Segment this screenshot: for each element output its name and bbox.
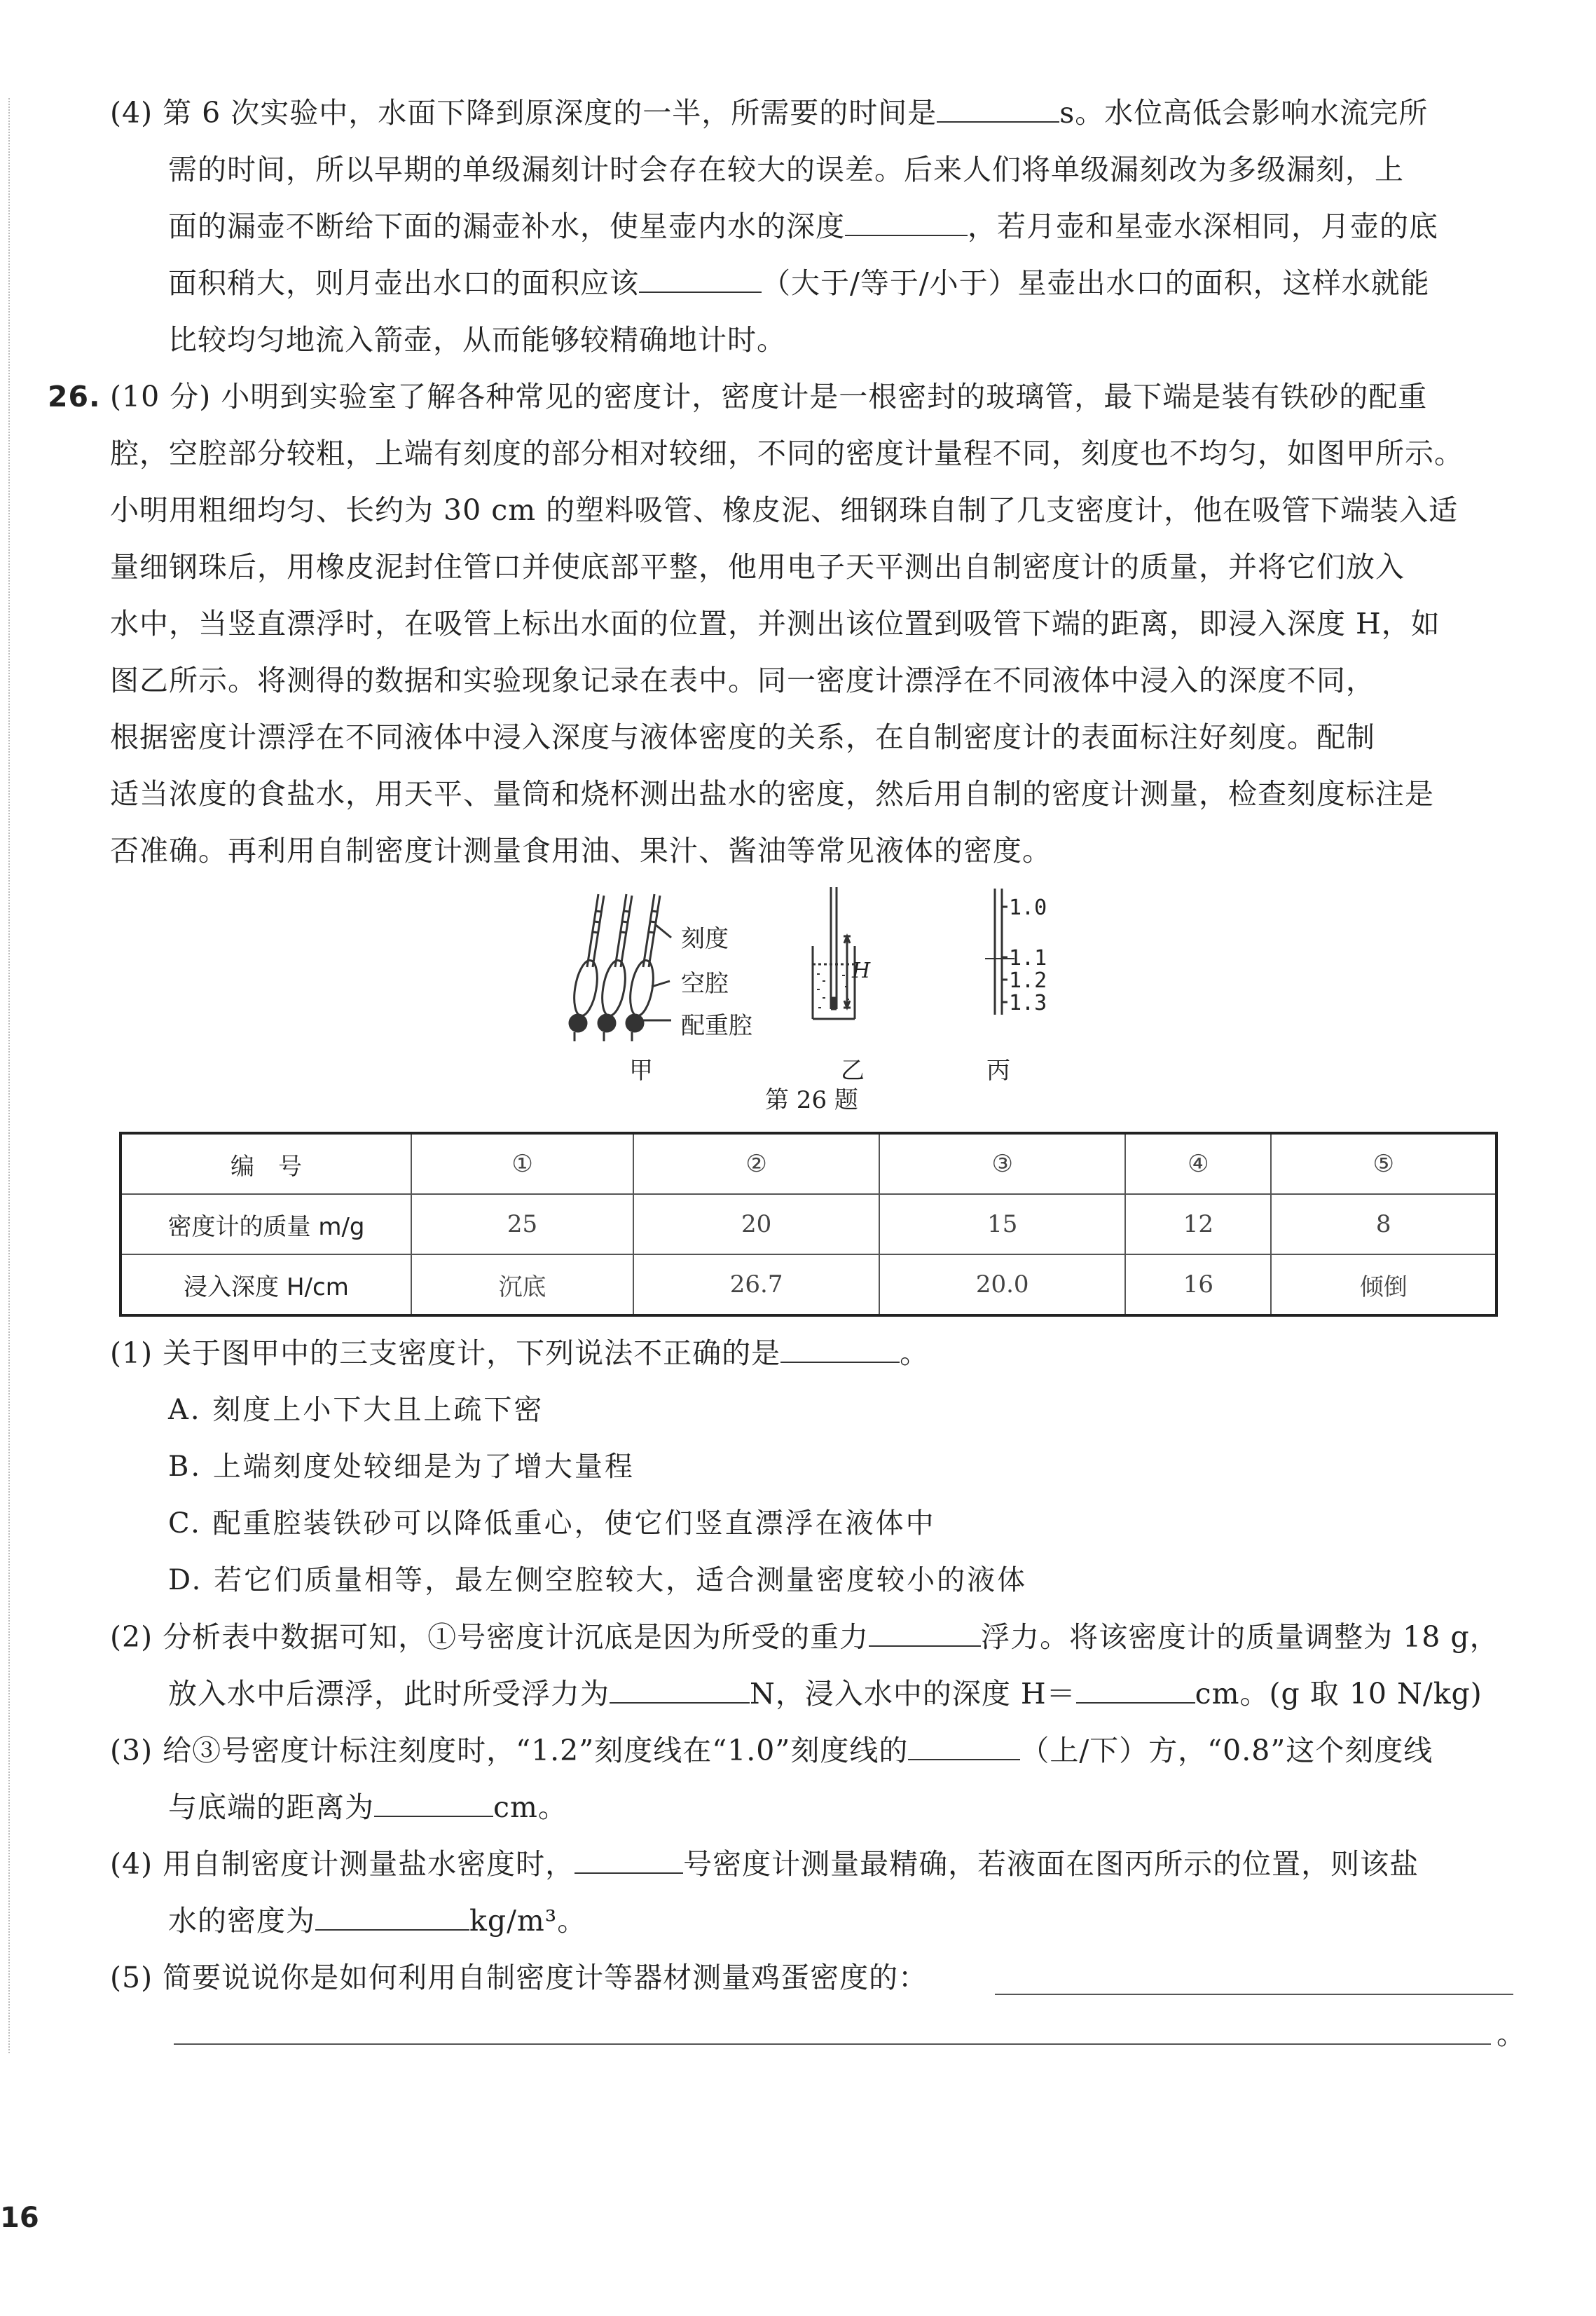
table-row: [121, 1254, 1497, 1315]
table-row: [121, 1194, 1497, 1254]
part4-line2: [168, 1899, 586, 1942]
part3-text: cm。: [493, 1790, 567, 1824]
answer-blank[interactable]: [908, 1735, 1020, 1760]
q25-part4-text: 面积稍大，则月壶出水口的面积应该: [168, 266, 639, 300]
table-cell: 25: [411, 1194, 633, 1254]
q25-part4-text: 面的漏壶不断给下面的漏壶补水，使星壶内水的深度: [168, 210, 845, 243]
part2-text: N，浸入水中的深度 H＝: [750, 1677, 1076, 1711]
table-cell: ①: [411, 1133, 633, 1194]
q26-line4: 量细钢珠后，用橡皮泥封住管口并使底部平整，他用电子天平测出自制密度计的质量，并将它们放入: [110, 550, 1405, 584]
q25-part4-text: ，若月壶和星壶水深相同，月壶的底: [968, 210, 1438, 243]
q26-line6: 图乙所示。将测得的数据和实验现象记录在表中。同一密度计漂浮在不同液体中浸入的深度不同，: [110, 664, 1375, 697]
answer-blank[interactable]: [575, 1849, 683, 1874]
part2-text: cm。(g 取 10 N/kg): [1195, 1677, 1483, 1711]
option-c: C. 配重腔装铁砂可以降低重心，使它们竖直漂浮在液体中: [168, 1507, 936, 1540]
answer-blank[interactable]: [780, 1338, 900, 1363]
q26-line3: 小明用粗细均匀、长约为 30 cm 的塑料吸管、橡皮泥、细钢珠自制了几支密度计，他在吸管下端装入适: [110, 493, 1459, 527]
part2-line2: [168, 1672, 1483, 1715]
scale-mark-1.3: 1.3: [1009, 991, 1047, 1015]
part5-end: 。: [1497, 2017, 1526, 2051]
answer-blank[interactable]: [639, 268, 762, 293]
q26-line2: 腔，空腔部分较粗，上端有刻度的部分相对较细，不同的密度计量程不同，刻度也不均匀，如图甲所示。: [110, 437, 1464, 470]
part2-line1: [110, 1615, 1499, 1659]
q26-line5: 水中，当竖直漂浮时，在吸管上标出水面的位置，并测出该位置到吸管下端的距离，即浸入深度 H，如: [110, 607, 1440, 640]
hydrometer-group: [570, 894, 671, 1041]
margin-rule: [8, 98, 10, 2053]
table-cell: 20.0: [879, 1254, 1125, 1315]
answer-blank[interactable]: [610, 1678, 750, 1704]
answer-blank[interactable]: [315, 1905, 469, 1931]
label-scale: 刻度: [681, 925, 729, 953]
page-number: 16: [0, 2202, 39, 2234]
data-table: [119, 1132, 1498, 1317]
label-bing: 丙: [986, 1057, 1010, 1085]
scale-mark-1.2: 1.2: [1009, 968, 1047, 993]
q25-part4-text: （大于/等于/小于）星壶出水口的面积，这样水就能: [762, 266, 1430, 300]
part3-text: 与底端的距离为: [168, 1790, 374, 1824]
q26-line9: 否准确。再利用自制密度计测量食用油、果汁、酱油等常见液体的密度。: [110, 834, 1052, 868]
answer-blank[interactable]: [1076, 1678, 1195, 1704]
table-cell: ④: [1125, 1133, 1271, 1194]
beaker-drawing: [813, 887, 855, 1019]
table-cell: 20: [633, 1194, 879, 1254]
part4-text: 水的密度为: [168, 1904, 315, 1938]
q25-part4-text: 需的时间，所以早期的单级漏刻计时会存在较大的误差。后来人们将单级漏刻改为多级漏刻，上: [168, 153, 1404, 186]
part2-text: 放入水中后漂浮，此时所受浮力为: [168, 1677, 610, 1711]
label-weight-chamber: 配重腔: [681, 1012, 752, 1040]
q26-line8: 适当浓度的食盐水，用天平、量筒和烧杯测出盐水的密度，然后用自制的密度计测量，检查刻度标注是: [110, 777, 1434, 811]
part2-text: 浮力。将该密度计的质量调整为 18 g，: [981, 1620, 1499, 1654]
q26-line7: 根据密度计漂浮在不同液体中浸入深度与液体密度的关系，在自制密度计的表面标注好刻度。配制: [110, 720, 1375, 754]
q26-line1: (10 分) 小明到实验室了解各种常见的密度计，密度计是一根密封的玻璃管，最下端是装有铁砂的配重: [110, 380, 1428, 413]
part3-line1: [110, 1729, 1433, 1772]
part3-text: (3) 给③号密度计标注刻度时，“1.2”刻度线在“1.0”刻度线的: [110, 1734, 909, 1767]
label-H: H: [852, 959, 871, 983]
part1-text: 。: [900, 1336, 930, 1370]
label-jia: 甲: [629, 1057, 653, 1085]
q25-part4-text: s。水位高低会影响水流完所: [1059, 96, 1429, 130]
option-b: B. 上端刻度处较细是为了增大量程: [168, 1451, 635, 1483]
table-cell: 倾倒: [1271, 1254, 1497, 1315]
table-cell: 沉底: [411, 1254, 633, 1315]
part4-text: (4) 用自制密度计测量盐水密度时，: [110, 1847, 575, 1881]
table-header-cell: 密度计的质量 m/g: [121, 1194, 411, 1254]
scale-mark-1.0: 1.0: [1009, 896, 1047, 920]
label-cavity: 空腔: [681, 970, 729, 998]
option-d: D. 若它们质量相等，最左侧空腔较大，适合测量密度较小的液体: [168, 1564, 1028, 1596]
table-header-cell: 浸入深度 H/cm: [121, 1254, 411, 1315]
table-cell: ②: [633, 1133, 879, 1194]
q25-part4-line4: [168, 261, 1430, 305]
table-cell: 15: [879, 1194, 1125, 1254]
table-header-cell: 编 号: [121, 1133, 411, 1194]
table-cell: 8: [1271, 1194, 1497, 1254]
q25-part4-text: (4) 第 6 次实验中，水面下降到原深度的一半，所需要的时间是: [110, 96, 937, 130]
part1-stem: [110, 1331, 929, 1375]
answer-blank[interactable]: [845, 211, 968, 236]
part3-line2: [168, 1786, 567, 1829]
answer-line[interactable]: [995, 1994, 1513, 1995]
q25-part4-text: 比较均匀地流入箭壶，从而能够较精确地计时。: [168, 323, 786, 357]
part2-text: (2) 分析表中数据可知，①号密度计沉底是因为所受的重力: [110, 1620, 869, 1654]
table-cell: ③: [879, 1133, 1125, 1194]
q25-part4-line1: [110, 91, 1428, 135]
answer-blank[interactable]: [374, 1792, 493, 1817]
answer-blank[interactable]: [869, 1622, 981, 1647]
q25-part4-line5: [168, 318, 786, 362]
part4-text: kg/m³。: [469, 1904, 587, 1938]
scale-mark-1.1: 1.1: [1009, 946, 1047, 971]
part1-text: (1) 关于图甲中的三支密度计，下列说法不正确的是: [110, 1336, 781, 1370]
table-cell: 12: [1125, 1194, 1271, 1254]
label-yi: 乙: [841, 1057, 865, 1085]
table-row: [121, 1133, 1497, 1194]
figure-26: [546, 883, 1079, 1114]
answer-line[interactable]: [174, 2043, 1491, 2045]
part5-line1: (5) 简要说说你是如何利用自制密度计等器材测量鸡蛋密度的：: [110, 1961, 928, 1994]
q25-part4-line3: [168, 205, 1438, 248]
answer-blank[interactable]: [937, 97, 1059, 123]
table-cell: 16: [1125, 1254, 1271, 1315]
question-number: 26.: [48, 380, 101, 413]
option-a: A. 刻度上小下大且上疏下密: [168, 1394, 544, 1426]
figure-caption: 第 26 题: [765, 1086, 858, 1114]
part4-text: 号密度计测量最精确，若液面在图丙所示的位置，则该盐: [683, 1847, 1419, 1881]
q25-part4-line2: [168, 148, 1404, 191]
table-cell: ⑤: [1271, 1133, 1497, 1194]
table-cell: 26.7: [633, 1254, 879, 1315]
part3-text: （上/下）方，“0.8”这个刻度线: [1020, 1734, 1433, 1767]
part4-line1: [110, 1842, 1419, 1886]
